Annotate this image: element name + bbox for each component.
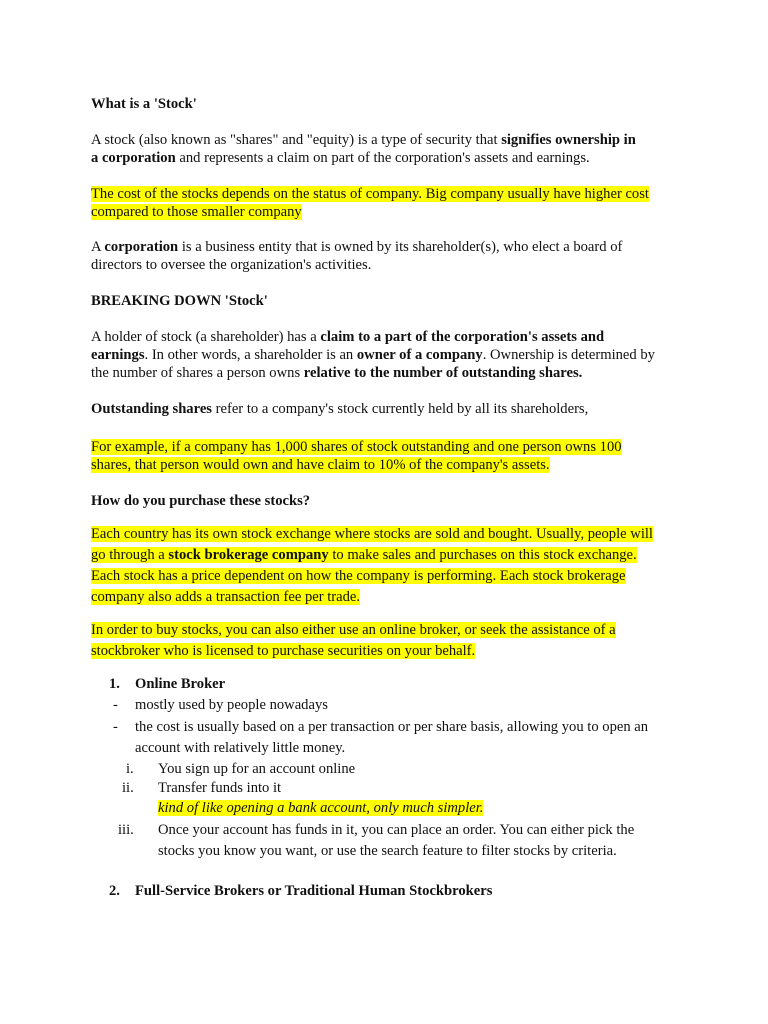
bold-phrase: claim to a part of the corporation's assets and [320,329,605,345]
list-number-2: 2. [109,883,120,899]
sub-item-ii: Transfer funds into it [158,780,282,796]
corporation-line-1 [91,238,622,256]
bold-phrase: Outstanding shares [91,401,212,417]
highlighted-text: The cost of the stocks depends on the status of company. Big company usually have higher cost [91,186,649,202]
intro-line-2 [91,149,590,167]
sub-item-iii-line-2: stocks you know you want, or use the search feature to filter stocks by criteria. [158,843,617,859]
broker-note-line-1 [91,621,616,639]
exchange-line-3 [91,567,626,585]
corporation-line-2: directors to oversee the organization's activities. [91,257,372,273]
highlighted-text: to make sales and purchases on this stock exchange. [328,547,637,563]
bold-phrase: signifies ownership in [501,132,636,148]
dash-item-2-line-2: account with relatively little money. [135,740,346,756]
cost-note-line-2 [91,203,302,221]
heading-purchase: How do you purchase these stocks? [91,493,311,509]
bold-highlighted-phrase: stock brokerage company [168,547,329,563]
exchange-line-1 [91,525,653,543]
text: refer to a company's stock currently held by all its shareholders, [211,401,589,417]
text: is a business entity that is owned by its shareholder(s), who elect a board of [178,239,623,255]
bold-phrase: relative to the number of outstanding shares. [303,365,583,381]
text: A holder of stock (a shareholder) has a [91,329,321,345]
text: A [91,239,105,255]
highlighted-text: For example, if a company has 1,000 shares of stock outstanding and one person owns 100 [91,439,622,455]
holder-line-3 [91,364,582,382]
text: . Ownership is determined by [482,347,655,363]
example-note-line-2 [91,456,550,474]
bold-phrase: owner of a company [356,347,483,363]
highlighted-text: In order to buy stocks, you can also either use an online broker, or seek the assistance of a [91,622,616,638]
highlighted-text: Each country has its own stock exchange where stocks are sold and bought. Usually, people will [91,526,653,542]
bold-phrase: corporation [104,239,179,255]
highlighted-text: Each stock has a price dependent on how the company is performing. Each stock brokerage [91,568,626,584]
dash-item-1: mostly used by people nowadays [135,697,328,713]
text: the number of shares a person owns [91,365,304,381]
exchange-line-2 [91,546,637,564]
highlighted-text: stockbroker who is licensed to purchase securities on your behalf. [91,643,476,659]
list-number-1: 1. [109,676,120,692]
sub-item-ii-note [158,799,483,817]
roman-number-iii: iii. [118,822,134,838]
dash-item-2-line-1: the cost is usually based on a per transaction or per share basis, allowing you to open an [135,719,649,735]
holder-line-1 [91,328,604,346]
outstanding-shares-line [91,400,588,418]
heading-what-is-stock: What is a 'Stock' [91,96,197,112]
holder-line-2 [91,346,655,364]
highlighted-text: shares, that person would own and have claim to 10% of the company's assets. [91,457,550,473]
roman-number-i: i. [126,761,134,777]
bold-phrase: a corporation [91,150,176,166]
example-note-line-1 [91,438,622,456]
highlighted-text: go through a [91,547,169,563]
list-item-full-service-brokers: Full-Service Brokers or Traditional Human Stockbrokers [135,883,493,899]
exchange-line-4 [91,588,360,606]
heading-breaking-down: BREAKING DOWN 'Stock' [91,293,268,309]
sub-item-iii-line-1: Once your account has funds in it, you can place an order. You can either pick the [158,822,635,838]
text: . In other words, a shareholder is an [144,347,357,363]
dash-bullet: - [113,719,118,735]
text: A stock (also known as "shares" and "equity) is a type of security that [91,132,502,148]
cost-note-line-1 [91,185,649,203]
dash-bullet: - [113,697,118,713]
text: and represents a claim on part of the corporation's assets and earnings. [175,150,590,166]
roman-number-ii: ii. [122,780,134,796]
intro-line-1 [91,131,636,149]
highlighted-text: company also adds a transaction fee per trade. [91,589,361,605]
broker-note-line-2 [91,642,475,660]
sub-item-i: You sign up for an account online [158,761,356,777]
bold-phrase: earnings [91,347,145,363]
highlighted-italic-note: kind of like opening a bank account, only much simpler. [158,800,484,816]
list-item-online-broker: Online Broker [135,676,226,692]
highlighted-text: compared to those smaller company [91,204,302,220]
